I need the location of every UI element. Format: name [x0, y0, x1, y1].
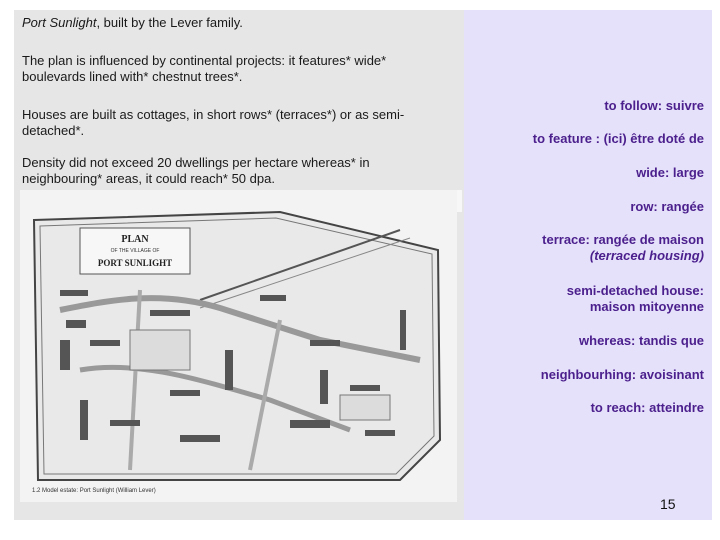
paragraph-houses [22, 107, 404, 139]
glossary-term: row: rangée [630, 199, 704, 214]
paragraph-density [22, 155, 370, 187]
glossary-item [533, 131, 704, 147]
glossary-item [542, 232, 704, 264]
map-drawing [20, 190, 457, 502]
title-rest: , built by the Lever family. [96, 15, 243, 30]
glossary-term: to follow: suivre [604, 98, 704, 113]
map-heading-mid: OF THE VILLAGE OF [110, 248, 160, 254]
glossary-item [591, 400, 704, 416]
glossary-term: to reach: atteindre [590, 400, 704, 415]
glossary-term: semi-detached house: [566, 283, 704, 298]
paragraph-line: neighbouring* areas, it could reach* 50 dpa. [22, 171, 275, 186]
glossary-note: (terraced housing) [589, 248, 704, 263]
paragraph-line: boulevards lined with* chestnut trees*. [22, 69, 243, 84]
glossary-item [541, 367, 704, 383]
paragraph-plan [22, 53, 386, 85]
glossary-item [636, 165, 704, 181]
glossary-item [604, 98, 704, 114]
glossary-term: terrace: rangée de maison [542, 232, 704, 247]
paragraph-line: Density did not exceed 20 dwellings per hectare whereas* in [22, 155, 370, 170]
glossary-item [567, 283, 704, 315]
map-caption: 1.2 Model estate: Port Sunlight (William Lever) [32, 488, 156, 494]
title-place-name: Port Sunlight [22, 15, 97, 30]
page-number: 15 [660, 496, 676, 512]
paragraph-line: Houses are built as cottages, in short rows* (terraces*) or as semi- [22, 107, 405, 122]
glossary-term: wide: large [636, 165, 704, 180]
map-heading-name: PORT SUNLIGHT [97, 258, 173, 268]
village-plan-map [20, 190, 457, 502]
glossary-term: whereas: tandis que [579, 333, 704, 348]
glossary-term: to feature : (ici) être doté de [532, 131, 704, 146]
paragraph-line: The plan is influenced by continental projects: it features* wide* [22, 53, 387, 68]
glossary-term: neighbourhing: avoisinant [540, 367, 704, 382]
map-heading-top: PLAN [121, 234, 149, 245]
glossary-panel [464, 10, 712, 520]
glossary-item [579, 333, 704, 349]
glossary-item [630, 199, 704, 215]
slide-title [22, 15, 243, 31]
paragraph-line: detached*. [22, 123, 85, 138]
glossary-note: maison mitoyenne [589, 299, 704, 314]
